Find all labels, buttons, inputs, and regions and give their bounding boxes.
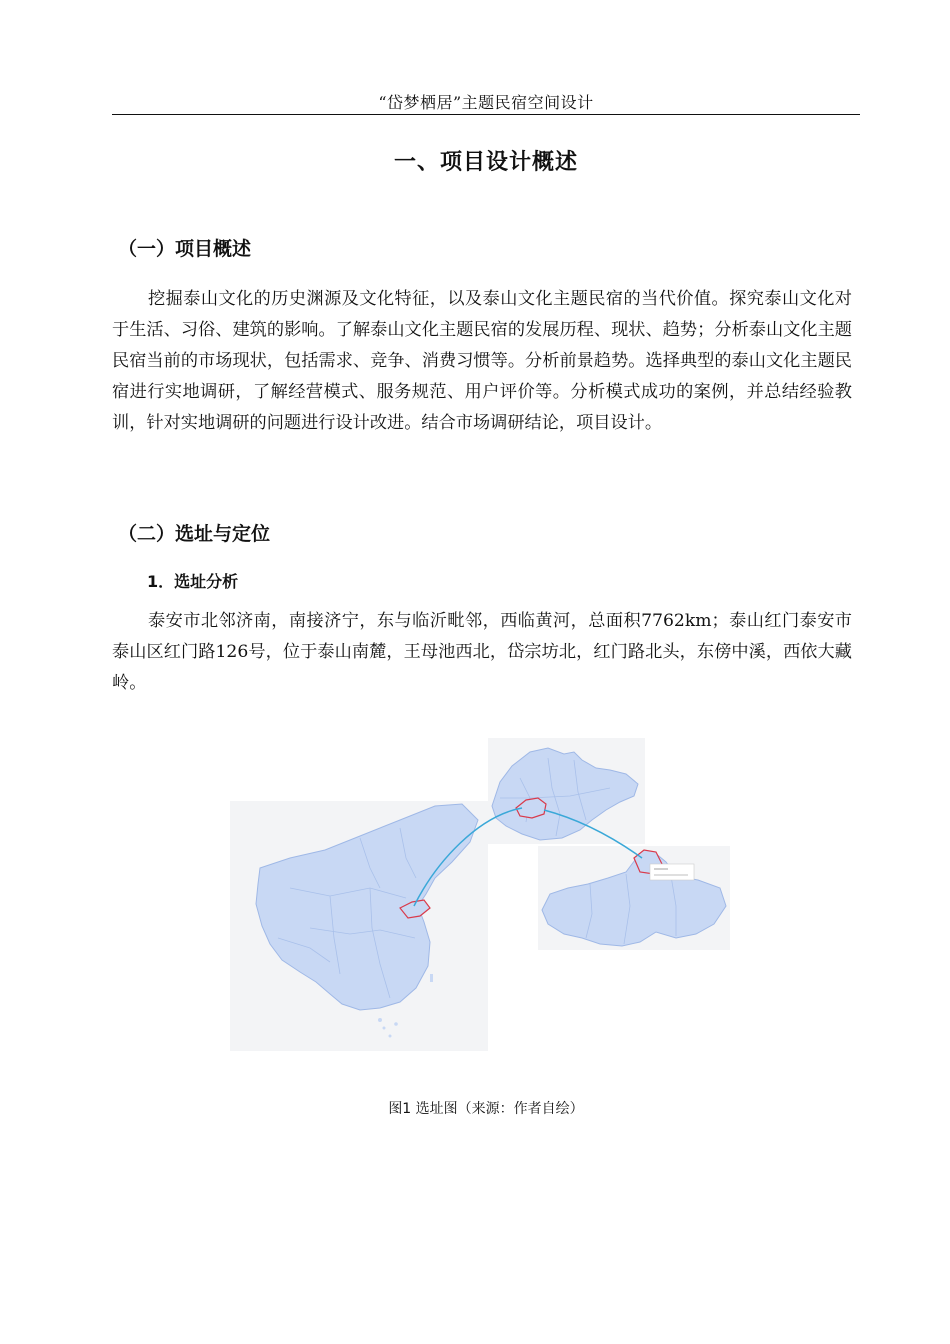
map-tooltip: [650, 864, 694, 880]
figure-caption: 图1 选址图（来源：作者自绘）: [388, 1101, 584, 1117]
header-divider: [112, 114, 860, 115]
page-header-title: “岱梦栖居”主题民宿空间设计: [378, 93, 594, 112]
subsection-title-site-analysis: 1．选址分析: [147, 572, 239, 591]
location-map-svg: [230, 738, 730, 1052]
site-location-figure: [230, 738, 730, 1052]
section-title-overview: （一）项目概述: [118, 238, 252, 260]
overview-paragraph: 挖掘泰山文化的历史渊源及文化特征，以及泰山文化主题民宿的当代价值。探究泰山文化对于生活、习俗、建筑的影响。了解泰山文化主题民宿的发展历程、现状、趋势；分析泰山文化主题民宿当前的市场现状，包括需求、竞争、消费习惯等。分析前景趋势。选择典型的泰山文化主题民宿进行实地调研，了解经营模式、服务规范、用户评价等。分析模式成功的案例，并总结经验教训，针对实地调研的问题进行设计改进。结合市场调研结论，项目设计。: [112, 289, 852, 433]
chapter-title: 一、项目设计概述: [393, 150, 578, 175]
section-title-site: （二）选址与定位: [118, 523, 271, 545]
site-analysis-paragraph: 泰安市北邻济南，南接济宁，东与临沂毗邻，西临黄河，总面积7762km；泰山红门泰安市泰山区红门路126号，位于泰山南麓，王母池西北，岱宗坊北，红门路北头，东傍中溪，西依大藏岭。: [112, 611, 852, 693]
